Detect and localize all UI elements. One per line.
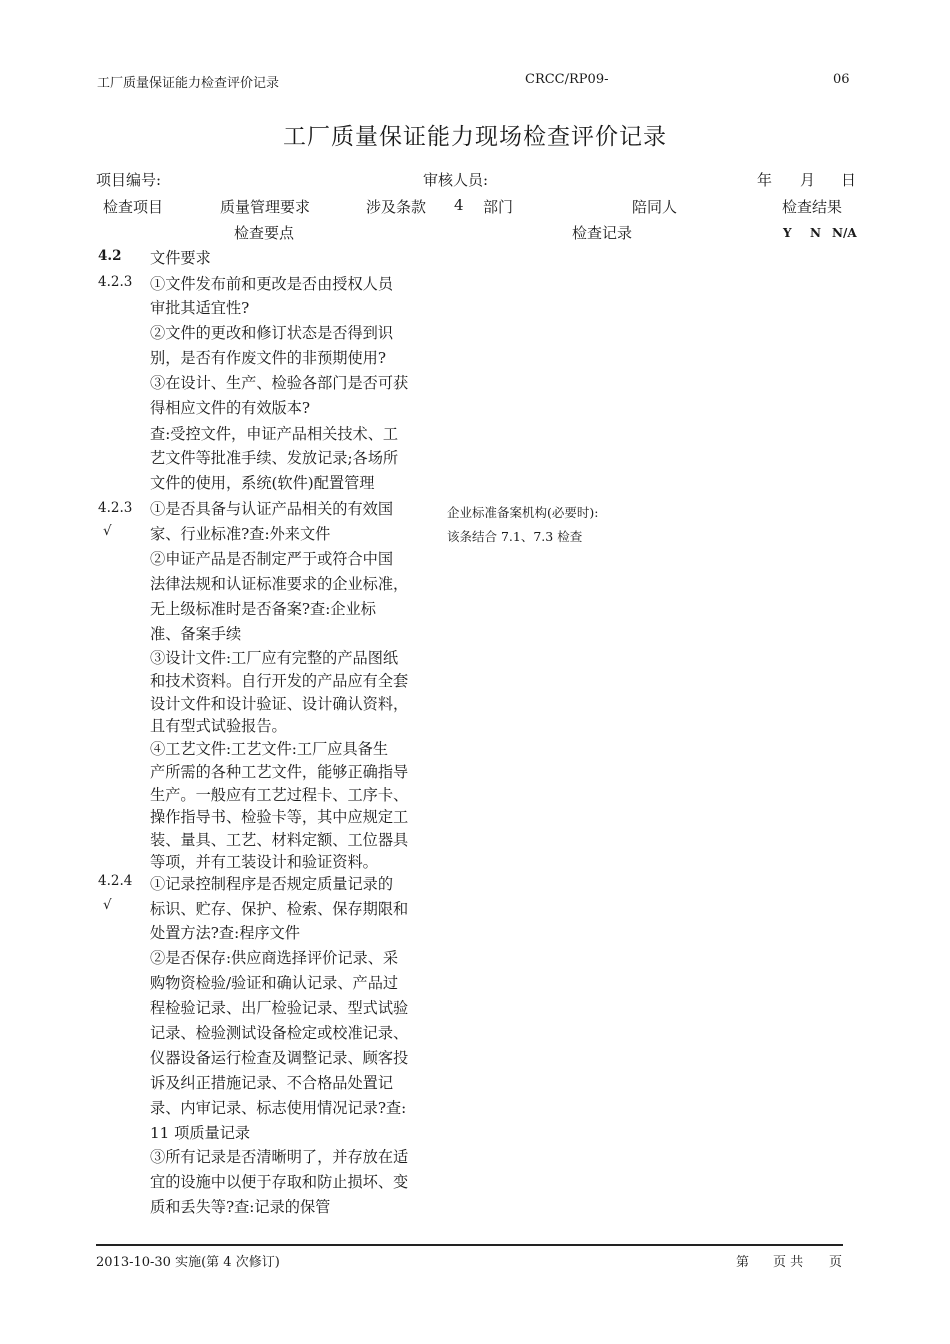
col-dept: 部门 [483, 198, 514, 216]
requirement-line: ①记录控制程序是否规定质量记录的 [150, 875, 393, 893]
requirement-line: 11 项质量记录 [150, 1124, 251, 1142]
requirement-line: 宜的设施中以便于存取和防止损坏、变 [150, 1173, 409, 1191]
requirement-line: ④工艺文件:工艺文件:工厂应具备生 [150, 740, 389, 758]
requirement-line: 生产。一般应有工艺过程卡、工序卡、 [150, 786, 409, 804]
requirement-line: 记录、检验测试设备检定或校准记录、 [150, 1024, 409, 1042]
check-mark: √ [103, 897, 112, 913]
requirement-line: 等项，并有工装设计和验证资料。 [150, 853, 378, 871]
requirement-line: 诉及纠正措施记录、不合格品处置记 [150, 1074, 393, 1092]
check-record-line: 该条结合 7.1、7.3 检查 [447, 529, 583, 544]
requirement-line: 标识、贮存、保护、检索、保存期限和 [150, 900, 409, 918]
section-number: 4.2 [98, 248, 122, 264]
requirement-line: ②申证产品是否制定严于或符合中国 [150, 550, 393, 568]
year-label: 年 [757, 171, 773, 189]
col-clause: 涉及条款 [366, 198, 427, 216]
requirement-line: 无上级标准时是否备案?查:企业标 [150, 600, 376, 618]
reviewer-label: 审核人员: [423, 171, 489, 189]
requirement-line: ①是否具备与认证产品相关的有效国 [150, 500, 393, 518]
requirement-line: ③设计文件:工厂应有完整的产品图纸 [150, 649, 399, 667]
col-escort: 陪同人 [632, 198, 678, 216]
month-label: 月 [800, 171, 816, 189]
requirement-line: 别，是否有作废文件的非预期使用? [150, 349, 386, 367]
doc-header-title: 工厂质量保证能力检查评价记录 [97, 76, 280, 91]
col-key-points: 检查要点 [234, 224, 295, 242]
section-number: 4.2.3 [98, 500, 133, 516]
requirement-line: 仪器设备运行检查及调整记录、顾客投 [150, 1049, 409, 1067]
requirement-line: 设计文件和设计验证、设计确认资料， [150, 695, 409, 713]
requirement-line: 准、备案手续 [150, 625, 242, 643]
project-number-label: 项目编号: [96, 171, 162, 189]
footer-page-label: 第 [736, 1255, 750, 1270]
footer-page-total-label: 页 共 [773, 1255, 804, 1270]
requirement-line: 文件要求 [150, 249, 211, 267]
requirement-line: 产所需的各种工艺文件，能够正确指导 [150, 763, 409, 781]
requirement-line: 查:受控文件，申证产品相关技术、工 [150, 425, 399, 443]
col-qm-requirement: 质量管理要求 [220, 198, 311, 216]
footer-page-end-label: 页 [829, 1255, 843, 1270]
footer-effective-date: 2013-10-30 实施(第 4 次修订) [96, 1255, 280, 1270]
requirement-line: 质和丢失等?查:记录的保管 [150, 1198, 331, 1216]
col-record: 检查记录 [572, 224, 633, 242]
day-label: 日 [841, 171, 857, 189]
col-y: Y [783, 226, 792, 240]
requirement-line: 购物资检验/验证和确认记录、产品过 [150, 974, 399, 992]
section-number: 4.2.4 [98, 873, 133, 889]
requirement-line: 录、内审记录、标志使用情况记录?查: [150, 1099, 407, 1117]
col-clause-no: 4 [454, 196, 464, 214]
requirement-line: 程检验记录、出厂检验记录、型式试验 [150, 999, 409, 1017]
col-result: 检查结果 [782, 198, 843, 216]
requirement-line: 家、行业标准?查:外来文件 [150, 525, 331, 543]
requirement-line: ①文件发布前和更改是否由授权人员 [150, 275, 393, 293]
check-record-line: 企业标准备案机构(必要时): [447, 505, 599, 520]
requirement-line: 得相应文件的有效版本? [150, 399, 311, 417]
requirement-line: 法律法规和认证标准要求的企业标准， [150, 575, 409, 593]
doc-code: CRCC/RP09- [525, 72, 609, 87]
col-na: N/A [832, 226, 857, 240]
requirement-line: ②是否保存:供应商选择评价记录、采 [150, 949, 399, 967]
requirement-line: ③在设计、生产、检验各部门是否可获 [150, 374, 409, 392]
section-number: 4.2.3 [98, 274, 133, 290]
requirement-line: 审批其适宜性? [150, 299, 250, 317]
requirement-line: 文件的使用，系统(软件)配置管理 [150, 474, 375, 492]
requirement-line: 和技术资料。自行开发的产品应有全套 [150, 672, 409, 690]
col-n: N [810, 226, 821, 240]
requirement-line: ②文件的更改和修订状态是否得到识 [150, 324, 393, 342]
col-check-item: 检查项目 [103, 198, 164, 216]
doc-version: 06 [833, 72, 850, 87]
requirement-line: 操作指导书、检验卡等，其中应规定工 [150, 808, 409, 826]
requirement-line: ③所有记录是否清晰明了，并存放在适 [150, 1148, 409, 1166]
requirement-line: 且有型式试验报告。 [150, 717, 287, 735]
requirement-line: 装、量具、工艺、材料定额、工位器具 [150, 831, 409, 849]
requirement-line: 艺文件等批准手续、发放记录;各场所 [150, 449, 399, 467]
check-mark: √ [103, 523, 112, 539]
requirement-line: 处置方法?查:程序文件 [150, 924, 300, 942]
page-title: 工厂质量保证能力现场检查评价记录 [283, 124, 667, 150]
footer-divider [96, 1244, 843, 1246]
